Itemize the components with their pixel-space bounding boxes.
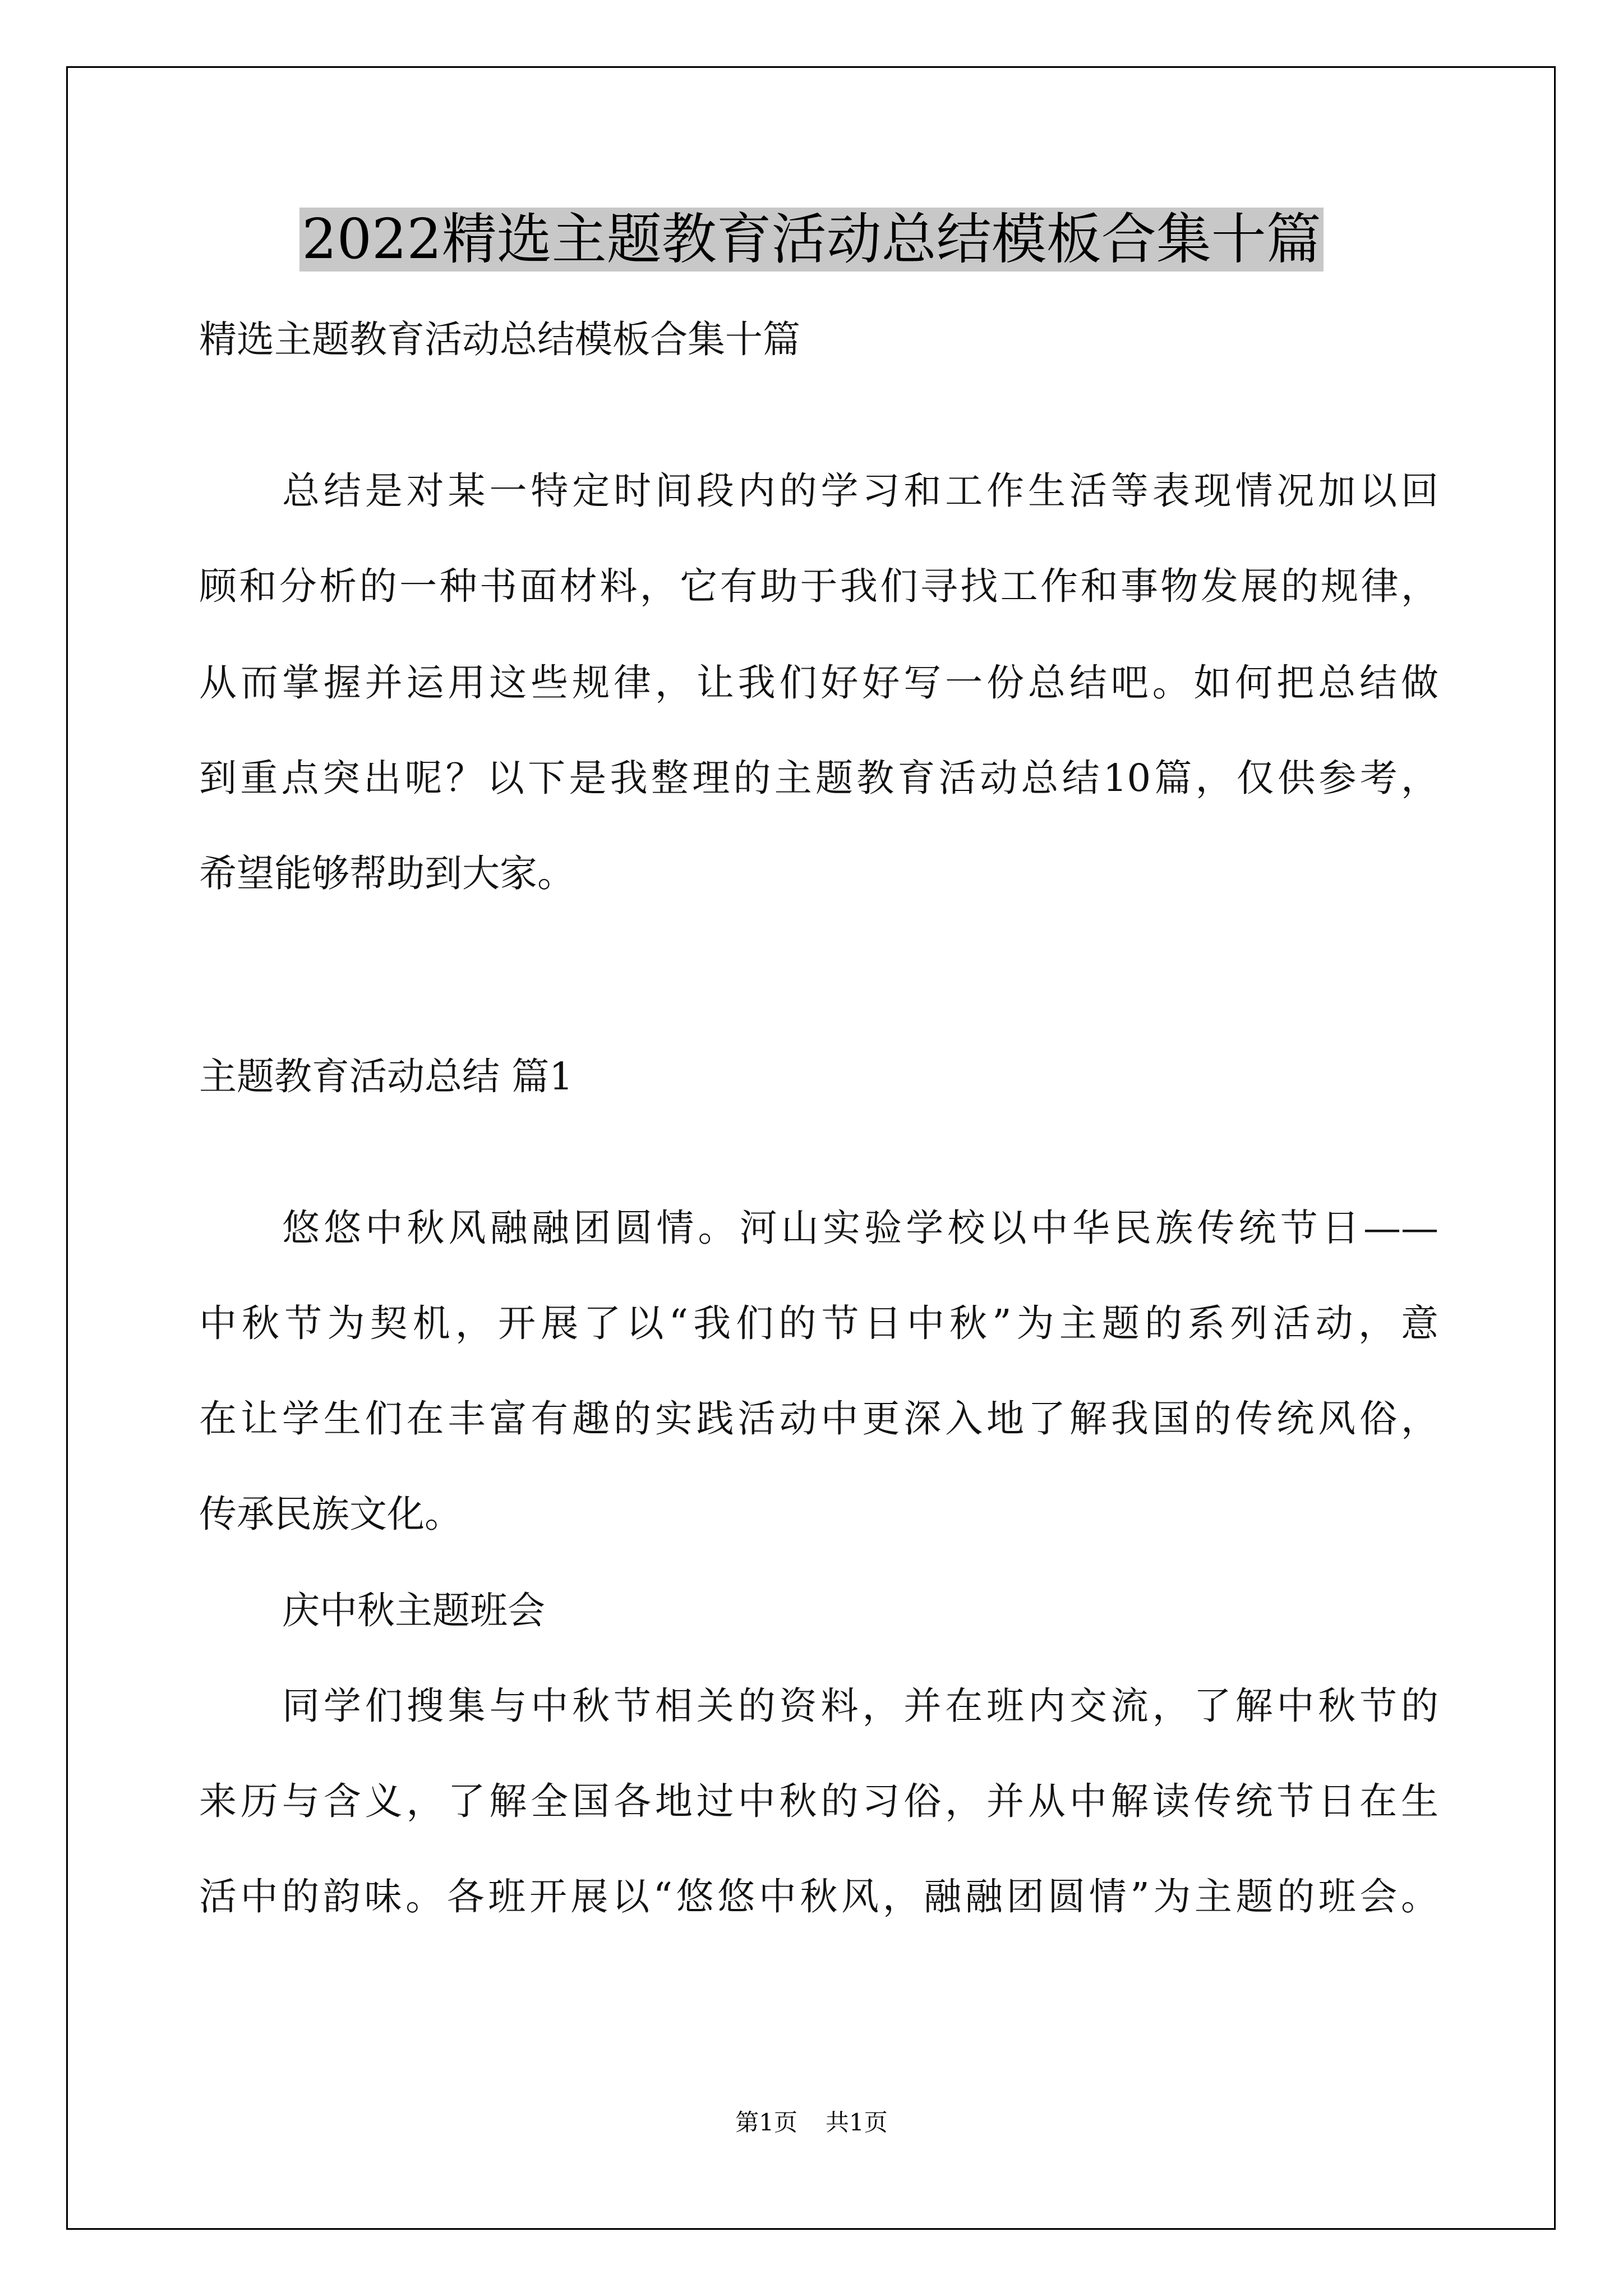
- page-total: 共1页: [826, 2109, 888, 2136]
- subheading: 庆中秋主题班会: [282, 1589, 545, 1632]
- document-title: 2022精选主题教育活动总结模板合集十篇: [0, 203, 1623, 276]
- document-subtitle: 精选主题教育活动总结模板合集十篇: [199, 318, 800, 361]
- intro-line-2: 顾和分析的一种书面材料，它有助于我们寻找工作和事物发展的规律，: [199, 564, 1438, 608]
- para2-line-3: 活中的韵味。各班开展以“悠悠中秋风，融融团圆情”为主题的班会。: [199, 1875, 1438, 1918]
- para1-line-2: 中秋节为契机，开展了以“我们的节日中秋”为主题的系列活动，意: [199, 1301, 1438, 1345]
- para1-line-1: 悠悠中秋风融融团圆情。河山实验学校以中华民族传统节日——: [282, 1206, 1438, 1250]
- page-footer: [0, 2106, 1623, 2139]
- intro-line-3: 从而掌握并运用这些规律，让我们好好写一份总结吧。如何把总结做: [199, 661, 1438, 705]
- page-number: 第1页: [735, 2109, 797, 2136]
- section-heading: 主题教育活动总结 篇1: [199, 1055, 573, 1098]
- intro-line-4: 到重点突出呢？以下是我整理的主题教育活动总结10篇，仅供参考，: [199, 756, 1438, 800]
- intro-line-5: 希望能够帮助到大家。: [199, 852, 575, 895]
- para1-line-3: 在让学生们在丰富有趣的实践活动中更深入地了解我国的传统风俗，: [199, 1397, 1438, 1441]
- intro-line-1: 总结是对某一特定时间段内的学习和工作生活等表现情况加以回: [282, 469, 1438, 513]
- para1-line-4: 传承民族文化。: [199, 1492, 462, 1536]
- para2-line-2: 来历与含义，了解全国各地过中秋的习俗，并从中解读传统节日在生: [199, 1779, 1438, 1823]
- para2-line-1: 同学们搜集与中秋节相关的资料，并在班内交流，了解中秋节的: [282, 1684, 1438, 1728]
